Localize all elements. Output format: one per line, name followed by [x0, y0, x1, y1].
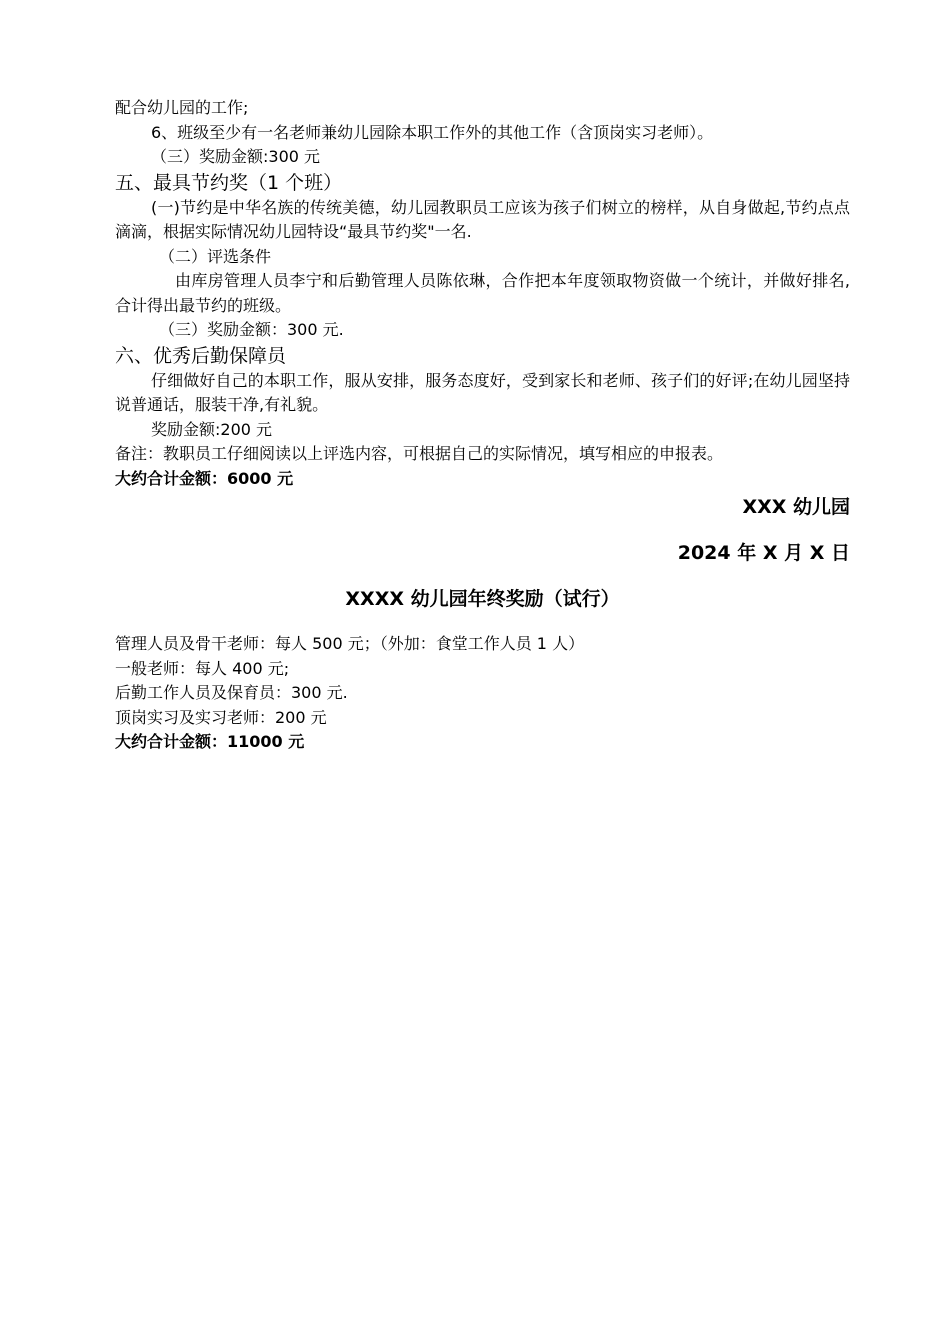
section-6-heading: 六、优秀后勤保障员 — [115, 344, 287, 367]
section-5-criteria-text: 由库房管理人员李宁和后勤管理人员陈依琳，合作把本年度领取物资做一个统计，并做好排名,合计得出最节约的班级。 — [115, 271, 850, 315]
year-end-title: XXXX 幼儿园年终奖励（试行） — [345, 588, 620, 610]
section-5-heading: 五、最具节约奖（1 个班） — [115, 171, 343, 194]
total-amount-1: 大约合计金额：6000 元 — [115, 468, 294, 488]
award-amount-line: （三）奖励金额:300 元 — [151, 147, 321, 166]
section-5-intro: (一)节约是中华名族的传统美德，幼儿园教职员工应该为孩子们树立的榜样，从自身做起,节约点点滴滴，根据实际情况幼儿园特设“最具节约奖"一名. — [115, 197, 850, 241]
continuation-line: 配合幼儿园的工作; — [115, 98, 249, 117]
signature-date: 2024 年 X 月 X 日 — [677, 542, 850, 564]
section-6-text: 仔细做好自己的本职工作，服从安排，服务态度好，受到家长和老师、孩子们的好评;在幼儿园坚持说普通话，服装干净,有礼貌。 — [115, 370, 850, 414]
year-end-item: 管理人员及骨干老师：每人 500 元；（外加：食堂工作人员 1 人） — [115, 634, 585, 653]
total-amount-2: 大约合计金额：11000 元 — [115, 732, 305, 751]
signature-org: XXX 幼儿园 — [742, 496, 850, 518]
section-5-amount: （三）奖励金额：300 元. — [159, 320, 344, 339]
year-end-item: 一般老师：每人 400 元; — [115, 658, 290, 678]
year-end-item: 后勤工作人员及保育员：300 元. — [115, 683, 348, 702]
document-page — [115, 96, 850, 755]
section-6-amount: 奖励金额:200 元 — [151, 419, 273, 439]
year-end-item: 顶岗实习及实习老师：200 元 — [115, 707, 327, 727]
section-5-criteria-heading: （二）评选条件 — [159, 246, 272, 266]
note-line: 备注：教职员工仔细阅读以上评选内容，可根据自己的实际情况，填写相应的申报表。 — [115, 444, 724, 463]
condition-6-line: 6、班级至少有一名老师兼幼儿园除本职工作外的其他工作（含顶岗实习老师）。 — [151, 122, 714, 142]
